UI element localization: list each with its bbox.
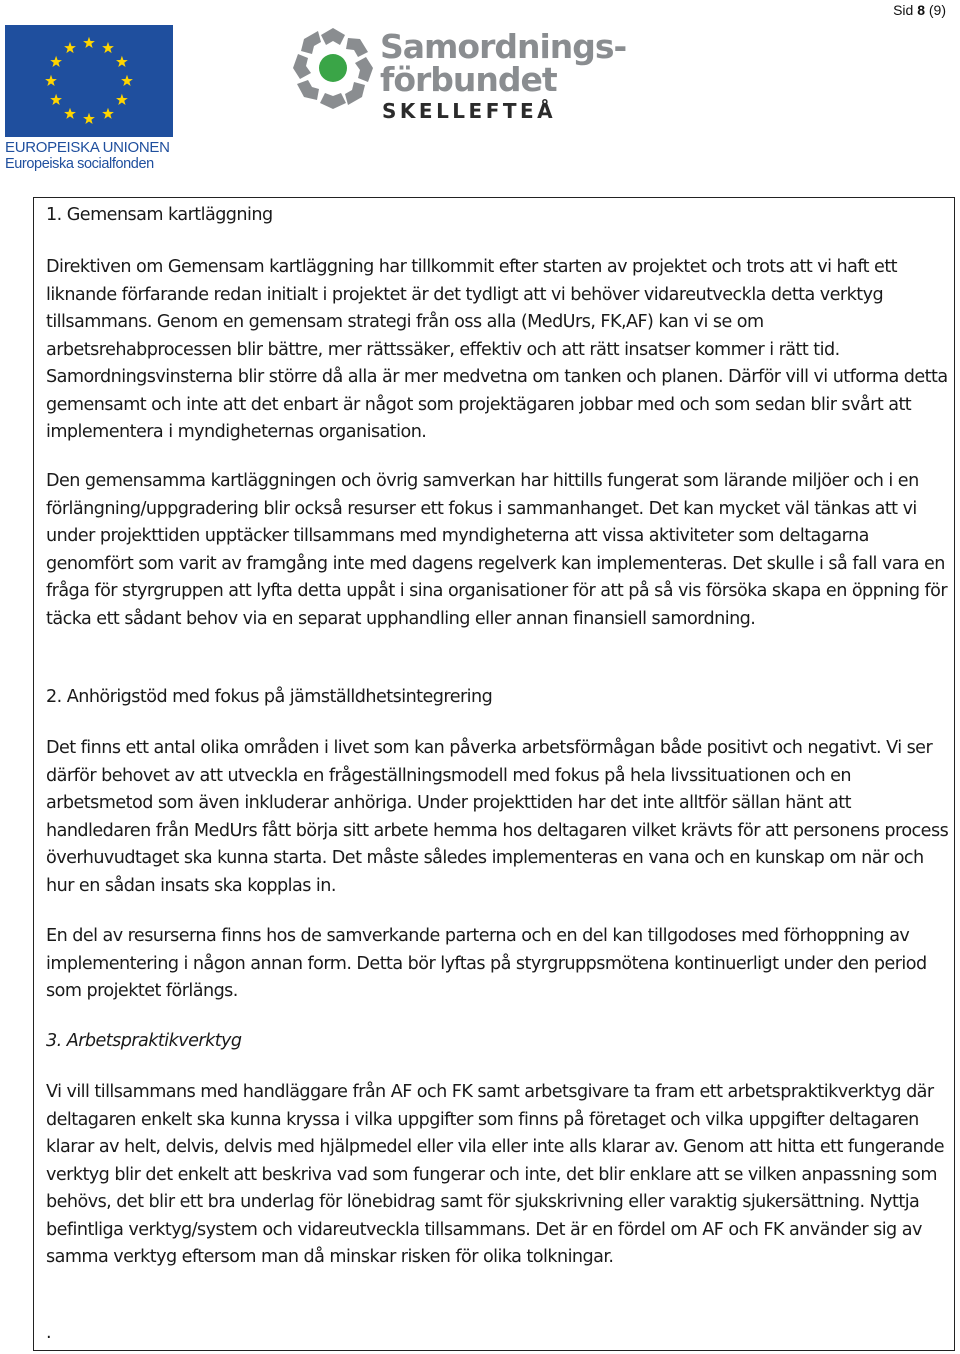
section-3-heading: 3. Arbetspraktikverktyg xyxy=(46,1031,242,1051)
samordning-logo-text-line3: SKELLEFTEÅ xyxy=(382,99,557,123)
eu-star-icon xyxy=(83,37,95,48)
samordning-logo-text-line2: förbundet xyxy=(380,60,557,99)
eu-star-icon xyxy=(121,75,133,86)
eu-star-icon xyxy=(102,108,114,119)
section-1-heading: 1. Gemensam kartläggning xyxy=(46,205,273,225)
eu-star-icon xyxy=(83,113,95,124)
eu-star-icon xyxy=(64,42,76,53)
eu-logo xyxy=(5,25,177,177)
eu-caption-line2: Europeiska socialfonden xyxy=(5,156,154,172)
trailing-period: . xyxy=(46,1323,52,1343)
section-2-paragraph-1: Det finns ett antal olika områden i livet som kan påverka arbetsförmågan både positivt och negativt. Vi ser därför behovet av att utveckla en frågeställningsmodell med fokus på hela livssituationen och en arbetsmetod som även inkluderar anhöriga. Under projekttiden har det inte alltför sällan hänt att handledaren från MedUrs fått börja sitt arbete hemma hos deltagaren vilket krävts för att personens process överhuvudtaget ska kunna starta. Det måste således implementeras en vana och en kunskap om när och hur en sådan insats ska kopplas in. xyxy=(46,738,949,896)
eu-caption-line1: EUROPEISKA UNIONEN xyxy=(5,139,170,156)
section-2-heading: 2. Anhörigstöd med fokus på jämställdhetsintegrering xyxy=(46,687,493,707)
section-3-paragraph-1: Vi vill tillsammans med handläggare från AF och FK samt arbetsgivare ta fram ett arbetspraktikverktyg där deltagaren enkelt ska kunna kryssa i vilka uppgifter som finns på företaget och vilka uppgifter deltagaren klarar av helt, delvis, delvis med hjälpmedel eller vila eller inte alls klarar av. Genom att hitta ett fungerande verktyg blir det enkelt att beskriva vad som fungerar och inte, det blir enklare att se vilken anpassning som behövs, det blir ett bra underlag för lönebidrag samt för sjukskrivning eller varaktig sjukersättning. Nyttja befintliga verktyg/system och vidareutveckla tillsammans. Det är en fördel om AF och FK använder sig av samma verktyg eftersom man då minskar risken för olika tolkningar. xyxy=(46,1082,945,1267)
samordning-emblem-icon xyxy=(290,25,376,111)
samordningsforbundet-logo xyxy=(290,25,627,125)
eu-star-icon xyxy=(50,56,62,67)
section-2-paragraph-2: En del av resurserna finns hos de samverkande parterna och en del kan tillgodoses med förhoppning av implementering i någon annan form. Detta bör lyftas på styrgruppsmötena kontinuerligt under den period som projektet förlängs. xyxy=(46,926,927,1001)
eu-star-icon xyxy=(116,56,128,67)
eu-star-icon xyxy=(64,108,76,119)
eu-star-icon xyxy=(45,75,57,86)
samordning-logo-text-line1: Samordnings- xyxy=(380,27,627,66)
page-number: Sid 8 (9) xyxy=(893,2,946,18)
eu-flag-icon xyxy=(5,25,173,137)
eu-star-icon xyxy=(50,94,62,105)
eu-star-icon xyxy=(102,42,114,53)
section-1-paragraph-1: Direktiven om Gemensam kartläggning har tillkommit efter starten av projektet och trots att vi haft ett liknande förfarande redan initialt i projektet är det tydligt att vi behöver vidareutveckla detta verktyg tillsammans. Genom en gemensam strategi från oss alla (MedUrs, FK,AF) kan vi se om arbetsrehabprocessen blir bättre, mer rättssäker, effektiv och att rätt insatser kommer i rätt tid. Samordningsvinsterna blir större då alla är mer medvetna om tanken och planen. Därför vill vi utforma detta gemensamt och inte att det enbart är något som projektägaren jobbar med och som sedan blir svårt att implementera i myndigheternas organisation. xyxy=(46,257,948,442)
section-1-paragraph-2: Den gemensamma kartläggningen och övrig samverkan har hittills fungerat som lärande miljöer och i en förlängning/uppgradering blir också resurser ett fokus i sammanhanget. Det kan mycket väl tänkas att vi under projekttiden upptäcker tillsammans med myndigheterna att vissa aktiviteter som deltagarna genomfört som varit av framgång inte med dagens regelverk kan implementeras. Det skulle i så fall vara en fråga för styrgruppen att lyfta detta uppåt i sina organisationer för att på så vis försöka skapa en öppning för täcka ett sådant behov via en separat upphandling eller annan finansiell samordning. xyxy=(46,471,948,629)
eu-star-icon xyxy=(116,94,128,105)
content-box xyxy=(33,197,955,1351)
